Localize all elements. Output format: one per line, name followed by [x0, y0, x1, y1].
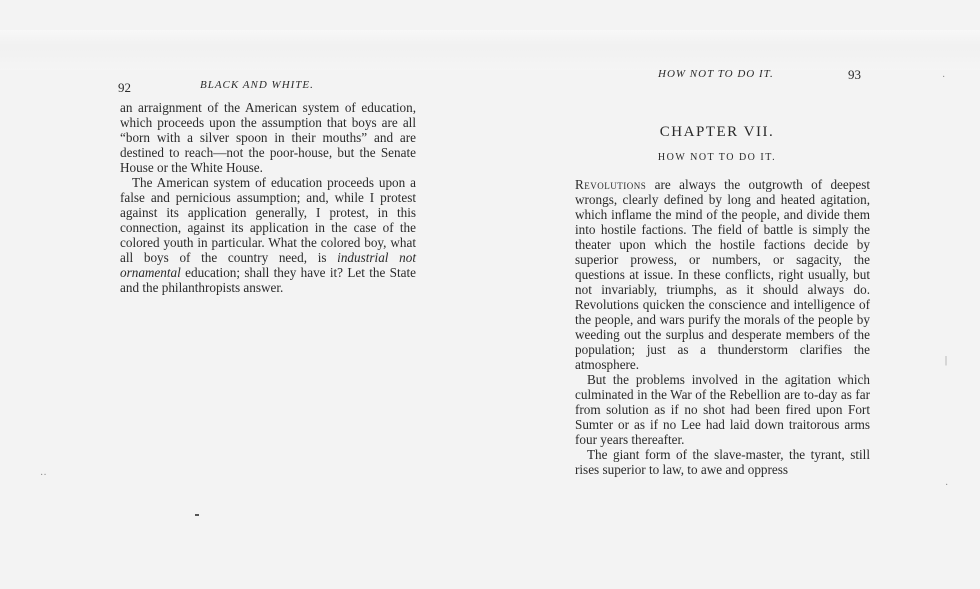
left-paragraph-2-end: education; shall they have it? Let the State and the philanthropists answer.	[120, 265, 417, 295]
margin-mark: |	[945, 355, 948, 366]
left-running-head: BLACK AND WHITE.	[200, 79, 314, 91]
chapter-subtitle: HOW NOT TO DO IT.	[657, 152, 777, 163]
right-paragraph-3: The giant form of the slave-master, the tyrant, still rises superior to law, to awe and oppress	[575, 447, 870, 477]
right-page	[490, 0, 980, 589]
right-running-head: HOW NOT TO DO IT.	[658, 68, 774, 80]
margin-mark: ·	[945, 480, 949, 491]
left-paragraph-2-text: The American system of education proceeds upon a false and pernicious assumption; and, while I protest against its application generally, I protest, in this connection, against its application in the case of the colored youth in particular. What the colored boy, what all boys of the country need, is	[120, 175, 416, 265]
margin-mark: ··	[40, 470, 47, 481]
left-paragraph-2	[120, 175, 416, 295]
margin-mark: ·	[942, 72, 946, 83]
right-paragraph-1	[575, 177, 870, 372]
opening-word: Revolutions	[575, 177, 647, 192]
emphasis-text: industrial not ornamental	[120, 250, 416, 280]
left-body-text	[120, 100, 416, 295]
right-paragraph-1-text: are always the outgrowth of deepest wrongs, clearly defined by long and heated agitation, which inflame the mind of the people, and divide them into hostile factions. The field of battle is simply the theater upon which the hostile factions decide by superior prowess, or numbers, or sagacity, the questions at issue. In these conflicts, right usually, but not invariably, triumphs, as it should always do. Revolutions quicken the conscience and intelligence of the people, and wars purify the morals of the people by weeding out the surplus and desperate members of the population; just as a thunderstorm clarifies the atmosphere.	[575, 177, 870, 372]
ink-speck	[195, 514, 199, 516]
chapter-title: CHAPTER VII.	[659, 124, 775, 140]
right-page-number: 93	[848, 67, 861, 82]
left-paragraph-1: an arraignment of the American system of education, which proceeds upon the assumption that boys are all “born with a silver spoon in their mouths” and are destined to reach—not the poor-house, but the Senate House or the White House.	[120, 100, 416, 175]
right-body-text	[575, 177, 870, 477]
left-page-number: 92	[118, 80, 131, 95]
right-paragraph-2: But the problems involved in the agitation which culminated in the War of the Rebellion are to-day as far from solution as if no shot had been fired upon Fort Sumter or as if no Lee had laid down traitorous arms four years thereafter.	[575, 372, 870, 447]
